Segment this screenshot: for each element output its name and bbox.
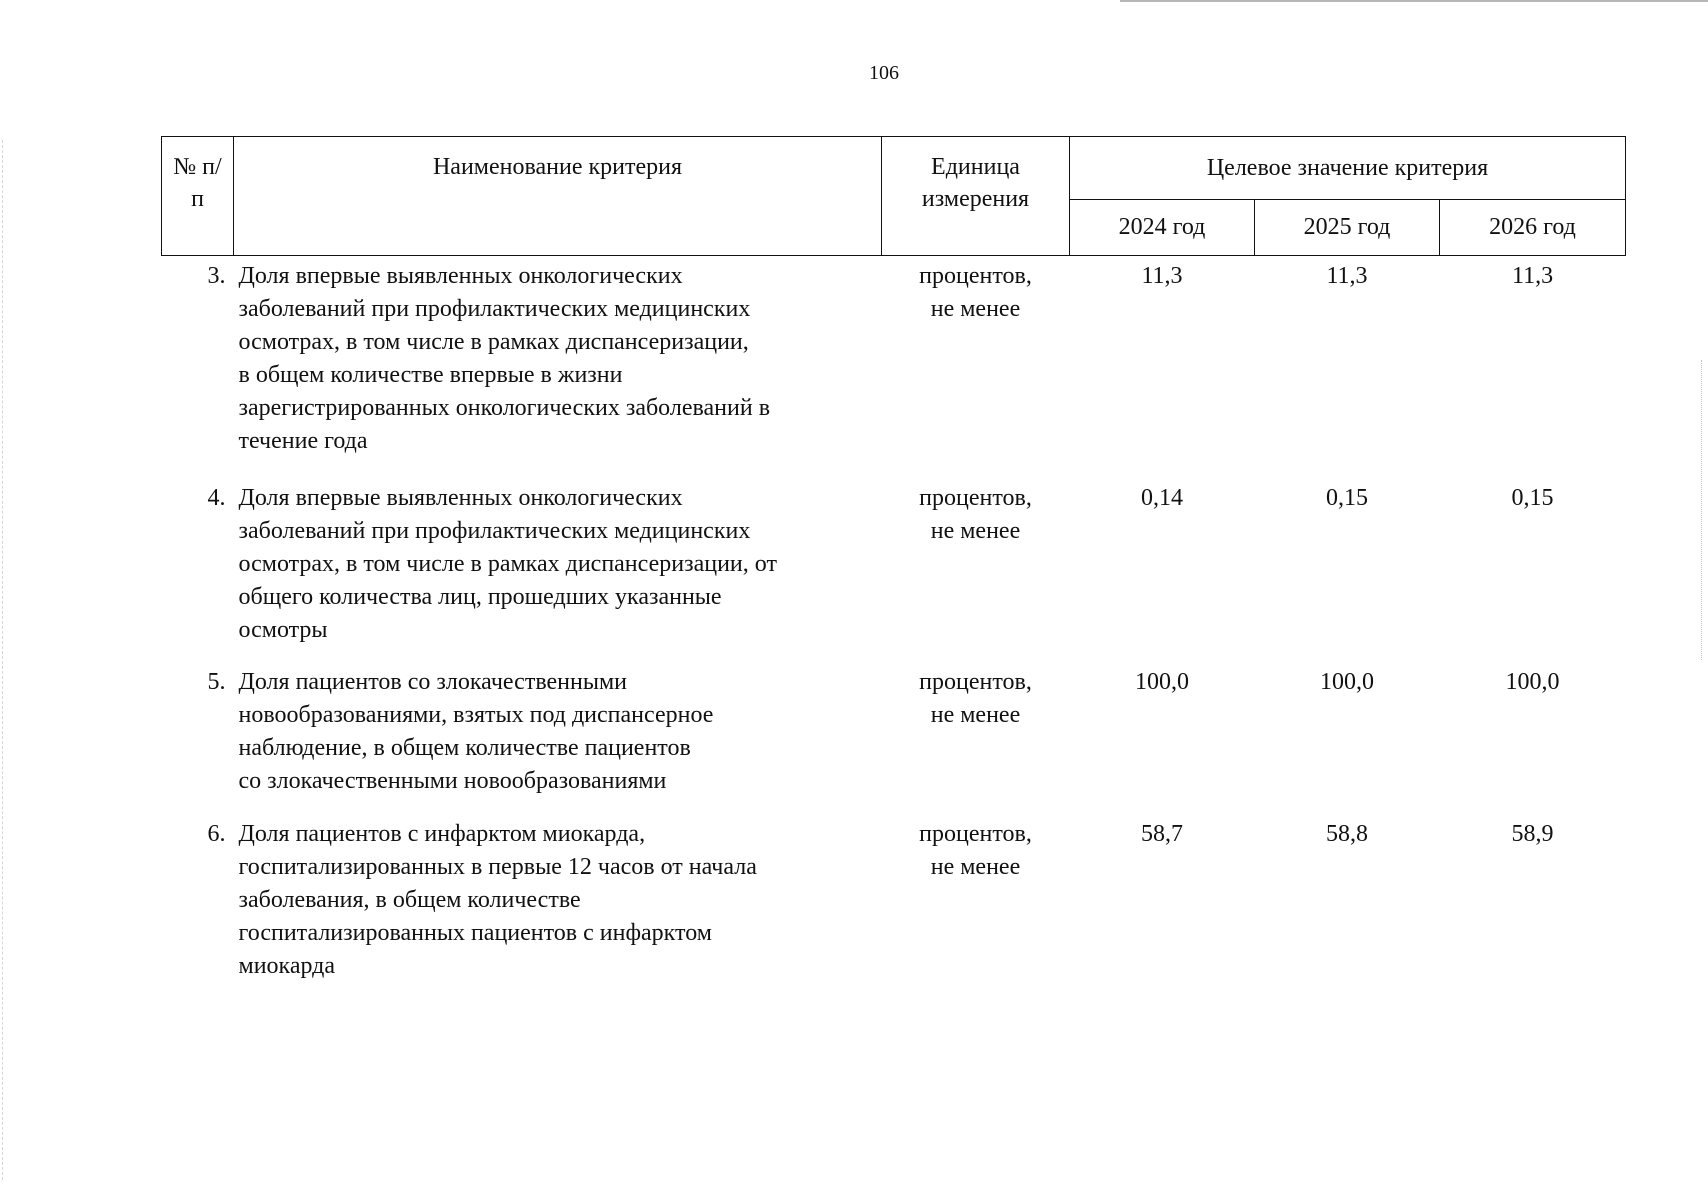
- value-2025: 0,15: [1326, 485, 1368, 511]
- header-number: № п/п: [162, 137, 234, 256]
- criterion-name: [234, 256, 882, 479]
- criterion-name-line: заболеваний при профилактических медицинских: [238, 518, 751, 544]
- criterion-name-line: новообразованиями, взятых под диспансерное: [238, 702, 714, 728]
- criterion-name-line: наблюдение, в общем количестве пациентов: [238, 735, 691, 761]
- unit-cell: [882, 478, 1070, 662]
- value-2026: 11,3: [1511, 263, 1554, 289]
- criteria-table: [161, 136, 1626, 988]
- row-number: 5.: [207, 669, 226, 695]
- row-number: 3.: [207, 263, 226, 289]
- criterion-name: [234, 662, 882, 814]
- row-number: 6.: [207, 821, 226, 847]
- criterion-name-line: со злокачественными новообразованиями: [238, 768, 667, 794]
- scan-edge-left: [2, 140, 11, 1180]
- value-2026: 100,0: [1505, 669, 1560, 695]
- unit-cell: [882, 814, 1070, 988]
- criterion-name-line: Доля впервые выявленных онкологических: [238, 485, 683, 511]
- criterion-name-line: Доля впервые выявленных онкологических: [238, 263, 683, 289]
- page-number: 106: [869, 62, 899, 84]
- table-row: [162, 478, 1626, 662]
- value-2025: 100,0: [1320, 669, 1374, 695]
- criterion-name-line: зарегистрированных онкологических заболеваний в: [238, 395, 771, 421]
- criterion-name-line: госпитализированных в первые 12 часов от начала: [238, 854, 757, 880]
- criterion-name-line: осмотрах, в том числе в рамках диспансеризации, от: [238, 551, 777, 577]
- value-2024: 100,0: [1135, 669, 1189, 695]
- criterion-name-line: общего количества лиц, прошедших указанные: [238, 584, 722, 610]
- unit-line: не менее: [930, 854, 1021, 880]
- value-2026: 0,15: [1511, 485, 1554, 511]
- header-year-2024: 2024 год: [1070, 200, 1255, 256]
- criterion-name-line: заболевания, в общем количестве: [238, 887, 581, 913]
- criterion-name: [234, 478, 882, 662]
- unit-cell: [882, 256, 1070, 479]
- value-2025: 11,3: [1326, 263, 1368, 289]
- value-2024: 58,7: [1141, 821, 1183, 847]
- unit-line: процентов,: [919, 485, 1032, 511]
- value-2025: 58,8: [1326, 821, 1368, 847]
- unit-line: не менее: [930, 296, 1021, 322]
- criterion-name: [234, 814, 882, 988]
- criterion-name-line: заболеваний при профилактических медицинских: [238, 296, 751, 322]
- table-body: [162, 256, 1626, 989]
- header-unit: Единица измерения: [882, 137, 1070, 256]
- value-2024: 11,3: [1141, 263, 1183, 289]
- unit-line: процентов,: [919, 821, 1032, 847]
- unit-line: процентов,: [919, 669, 1032, 695]
- criterion-name-line: в общем количестве впервые в жизни: [238, 362, 623, 388]
- criterion-name-line: осмотрах, в том числе в рамках диспансеризации,: [238, 329, 749, 355]
- table-row: [162, 814, 1626, 988]
- criterion-name-line: Доля пациентов со злокачественными: [238, 669, 627, 695]
- table-header: [162, 137, 1626, 256]
- criterion-name-line: Доля пациентов с инфарктом миокарда,: [238, 821, 646, 847]
- value-2024: 0,14: [1141, 485, 1183, 511]
- table-row: [162, 256, 1626, 479]
- unit-line: не менее: [930, 518, 1021, 544]
- criterion-name-line: госпитализированных пациентов с инфарктом: [238, 920, 712, 946]
- unit-line: не менее: [930, 702, 1021, 728]
- criterion-name-line: осмотры: [238, 617, 328, 643]
- row-number: 4.: [207, 485, 226, 511]
- unit-line: процентов,: [919, 263, 1032, 289]
- unit-cell: [882, 662, 1070, 814]
- criterion-name-line: миокарда: [238, 953, 336, 979]
- header-year-2025: 2025 год: [1255, 200, 1440, 256]
- scan-edge-top: [1120, 0, 1708, 5]
- header-name: Наименование критерия: [234, 137, 882, 256]
- header-target: Целевое значение критерия: [1070, 137, 1626, 200]
- table-row: [162, 662, 1626, 814]
- criterion-name-line: течение года: [238, 428, 368, 454]
- scan-edge-right: [1695, 360, 1702, 660]
- header-year-2026: 2026 год: [1440, 200, 1626, 256]
- value-2026: 58,9: [1511, 821, 1554, 847]
